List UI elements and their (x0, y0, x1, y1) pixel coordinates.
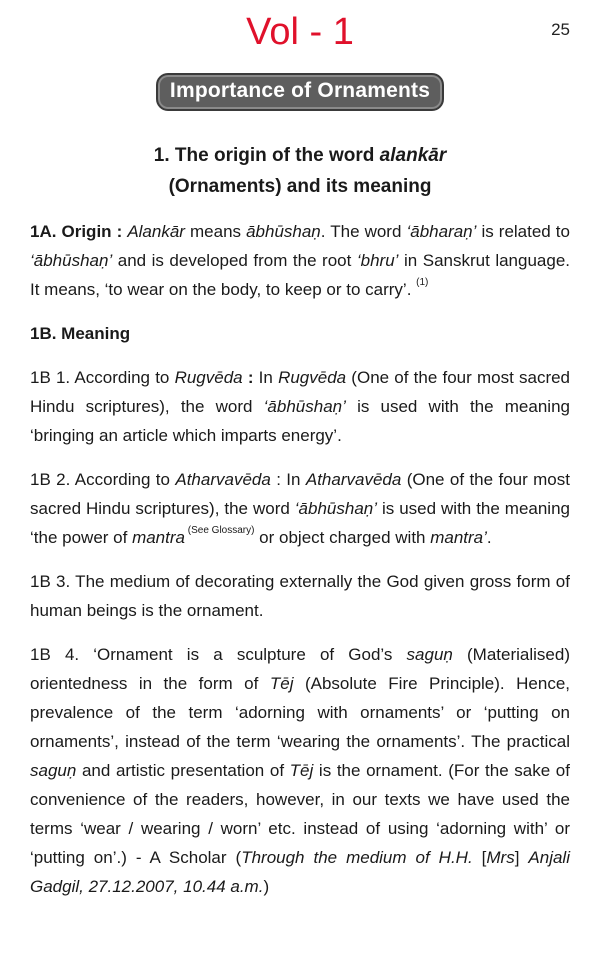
term: Mrs (486, 848, 515, 867)
text: According to (70, 368, 175, 387)
text: In (253, 368, 279, 387)
text: means (184, 222, 247, 241)
section-banner: Importance of Ornaments (156, 73, 444, 111)
term: Anjali Gadgil, 27.12.2007, 10.44 a.m. (30, 848, 570, 896)
item-number: 1B 1. (30, 368, 71, 387)
glossary-reference: (See Glossary) (184, 525, 255, 536)
text: . The word (320, 222, 407, 241)
term: Tēj (289, 761, 314, 780)
text: (One of the four most sacred Hindu scriptures), the word (30, 368, 571, 416)
volume-label: Vol - 1 (246, 11, 354, 53)
term: ‘ābhūshaṇ’ (263, 397, 346, 416)
text: : In (270, 470, 306, 489)
heading-line-2: (Ornaments) and its meaning (168, 176, 432, 197)
text: ‘Ornament is a sculpture of God’s (79, 645, 407, 664)
text: and is developed from the root (112, 251, 357, 270)
text: (Materialised) orientedness in the form of (30, 645, 570, 693)
term: saguṇ (406, 645, 453, 664)
text: and artistic presentation of (76, 761, 290, 780)
chapter-heading (0, 140, 600, 202)
text: [ (472, 848, 487, 867)
term: ‘ābharaṇ’ (406, 222, 477, 241)
text: in Sanskrut language. It means, ‘to wear on the body, to keep or to carry’. (30, 251, 571, 299)
origin-paragraph (30, 217, 570, 304)
meaning-paragraph-3 (30, 567, 570, 625)
term: Rugvēda (174, 368, 243, 387)
text: is related to (476, 222, 570, 241)
text: is used with the meaning ‘the power of (30, 499, 570, 547)
text: is the ornament. (For the sake of convenience of the readers, however, in our texts we have used the terms ‘wear / wearing / worn’ etc. instead of using ‘adorning with’ or ‘putting on’.) - A Scholar ( (30, 761, 570, 867)
origin-label: 1A. Origin : (30, 222, 123, 241)
meaning-paragraph-4 (30, 640, 570, 901)
text: The medium of decorating externally the God given gross form of human beings is the ornament. (30, 572, 570, 620)
text: ) (263, 877, 270, 896)
text: is used with the meaning ‘bringing an article which imparts energy’. (30, 397, 570, 445)
page-number: 25 (551, 20, 570, 39)
term: ‘bhru’ (356, 251, 399, 270)
body-content (30, 217, 570, 901)
term: Alankār (127, 222, 185, 241)
banner-wrap (0, 73, 600, 111)
term: Tēj (269, 674, 294, 693)
heading-prefix: 1. The origin of the word (153, 145, 380, 166)
text: . (486, 528, 492, 547)
text: or object charged with (254, 528, 431, 547)
term: Rugvēda (278, 368, 347, 387)
item-number: 1B 2. (30, 470, 71, 489)
term: saguṇ (30, 761, 77, 780)
heading-line-1 (0, 140, 600, 171)
term: mantra (132, 528, 185, 547)
text: ] (514, 848, 529, 867)
term: Through the medium of H.H. (241, 848, 473, 867)
term: ‘ābhūshaṇ’ (30, 251, 113, 270)
meaning-paragraph-2 (30, 465, 570, 552)
item-number: 1B 4. (30, 645, 80, 664)
term: ābhūshaṇ (246, 222, 321, 241)
meaning-subheading: 1B. Meaning (30, 324, 131, 343)
heading-term: alankār (379, 145, 447, 166)
term: ‘ābhūshaṇ’ (294, 499, 378, 518)
text: (One of the four most sacred Hindu scriptures), the word (30, 470, 570, 518)
colon: : (242, 368, 254, 387)
item-number: 1B 3. (30, 572, 71, 591)
meaning-paragraph-1 (30, 363, 570, 450)
reference-mark: (1) (416, 277, 429, 288)
term: Atharvavēda (175, 470, 271, 489)
term: mantra’ (430, 528, 487, 547)
text: According to (70, 470, 176, 489)
text: (Absolute Fire Principle). Hence, prevalence of the term ‘adorning with ornaments’ or ‘putting on ornaments’, instead of the term ‘wearing the ornaments’. The practical (30, 674, 570, 751)
term: Atharvavēda (305, 470, 402, 489)
